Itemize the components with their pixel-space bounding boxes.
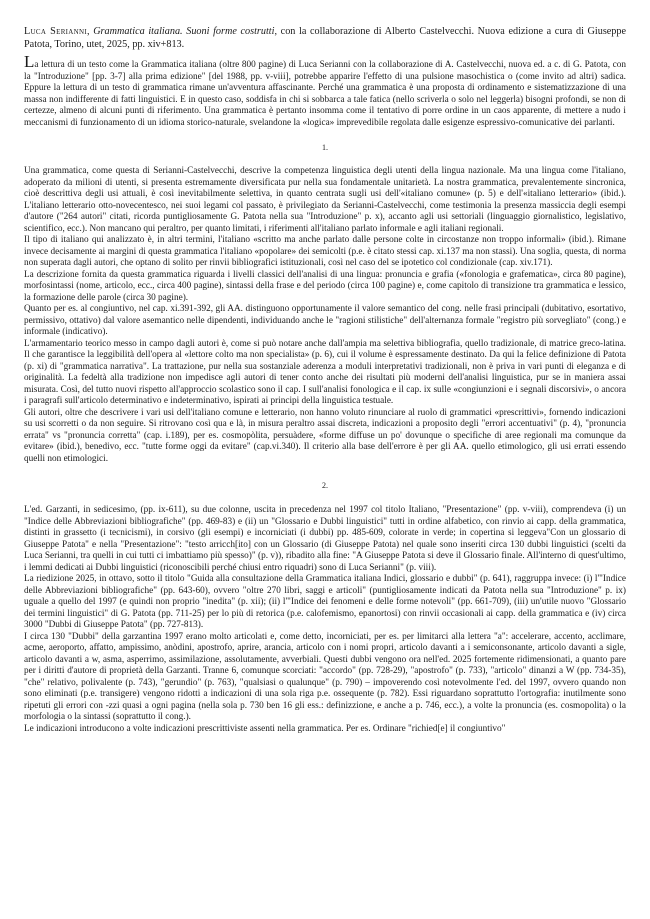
book-title: Grammatica italiana. Suoni forme costrutti [93, 26, 275, 37]
paragraph: Il tipo di italiano qui analizzato è, in altri termini, l'italiano «scritto ma anche parlato dalle persone colte in circostanze non troppo informali» (ibid.). Rimane invece decisamente ai margini di questa grammatica l'italiano «popolare» dei semicolti (p.e. è citato stessi cap. xi.137 ma non stassi). Una soglia, questa, di norma non superata dagli autori, che optano di solito per rinvii bibliografici istituzionali, così nel caso del se ipotetico col condizionale (cap. xiv.171). [24, 235, 626, 269]
bibliographic-header: Luca Serianni, Grammatica italiana. Suoni forme costrutti, con la collaborazione di Alberto Castelvecchi. Nuova edizione a cura di Giuseppe Patota, Torino, utet, 2025, pp. xiv+813. [24, 26, 627, 50]
intro-paragraph: La lettura di un testo come la Grammatica italiana (oltre 800 pagine) di Luca Serianni con la collaborazione di A. Castelvecchi, nuova ed. a c. di G. Patota, con la "Introduzione" [pp. 3-7] alla prima edizione" [del 1988, pp. v-viii], potrebbe apparire l'effetto di una pulsione masochistica o (come invito ad altri) sadica. Eppure la lettura di un testo di grammatica rimane un'avventura affascinante. Perché una grammatica è una proposta di ordinamento e sistematizzazione di una massa non indifferente di fatti linguistici. E in questo caso, soddisfa in chi si sobbarca a tale fatica (nello scriverla o solo nel leggerla) bisogni profondi, se non di certezze, almeno di alcuni punti di riferimento. Una grammatica è pertanto insomma come il tentativo di porre ordine in un caos apparente, di mettere a nudo i meccanismi di funzionamento di un idioma storico-naturale, svelandone la «logica» imprevedibile regolata dalle esigenze espressivo-comunicative dei parlanti. [24, 52, 626, 128]
section-number: 1. [322, 143, 328, 153]
book-details: , con la collaborazione di Alberto Castelvecchi. Nuova edizione a cura di Giuseppe Patota, Torino, utet, 2025, pp. xiv+813. [24, 26, 627, 50]
paragraph: Quanto per es. al congiuntivo, nel cap. xi.391-392, gli AA. distinguono opportunamente il valore semantico del cong. nelle frasi principali (dubitativo, esortativo, permissivo, ottativo) dal valore asemantico nelle dipendenti, individuando anche le "ragioni stilistiche" dell'alternanza formale "registro più sorvegliato" (cong.) e informale (indicativo). [24, 304, 626, 338]
section-number: 2. [322, 481, 328, 491]
paragraph: La riedizione 2025, in ottavo, sotto il titolo "Guida alla consultazione della Grammatica italiana Indici, glossario e dubbi" (p. 641), raggruppa invece: (i) l'"Indice delle Abbreviazioni bibliografiche" (pp. 643-60), ovvero "oltre 270 libri, saggi e articoli" (puntigliosamente indicati da Patota nella sua "Introduzione" p. ix) uguale a quello del 1997 (e quindi non proprio "inedita" (p. xii); (ii) l'"Indice dei fenomeni e delle forme notevoli" (pp. 661-709), (iii) un'utile nuovo "Glossario dei termini linguistici" di G. Patota (pp. 711-25) per lo più di retorica (p.e. calofemismo, epanortosi) con rinvii occasionali ai capp. della grammatica e (iv) circa 3000 "Dubbi di Giuseppe Patota" (pp. 727-813). [24, 574, 626, 631]
paragraph: L'armamentario teorico messo in campo dagli autori è, come si può notare anche dall'ampia ma selettiva bibliografia, quello tradizionale, di matrice greco-latina. Il che garantisce la leggibilità dell'opera al «lettore colto ma non specialista» (p. 6), cui il volume è espressamente destinato. Da qui la felice definizione di Patota (p. xi) di "grammatica narrativa". La trattazione, pur nella sua sostanziale aderenza a moduli interpretativi tradizionali, non è priva in vari punti di eleganza e di originalità. La fedeltà alla tradizione non impedisce agli autori di tener conto anche dei risultati più moderni dell'analisi linguistica, pur se in maniera assai misurata. Così, del tutto nuovi rispetto all'approccio scolastico sono il cap. I sull'analisi fonologica e il cap. ix sulle «congiunzioni e i segnali discorsivi», o ancora i paragrafi sull'articolo determinativo e indeterminativo, ispirati ai principi della linguistica testuale. [24, 338, 626, 407]
paragraph: La descrizione fornita da questa grammatica riguarda i livelli classici dell'analisi di una lingua: pronuncia e grafia («fonologia e grafematica», circa 80 pagine), morfosintassi (nome, articolo, ecc., circa 400 pagine), sintassi della frase e del periodo (circa 100 pagine) e, come capitolo di transizione tra grammatica e lessico, la formazione delle parole (circa 30 pagine). [24, 269, 626, 303]
paragraph: I circa 130 "Dubbi" della garzantina 1997 erano molto articolati e, come detto, incorniciati, per es. per limitarci alla lettera "a": accelerare, accento, acclimare, acme, aeroporto, affatto, ampissimo, anòdini, apostrofo, aprire, arancia, articolo con i nomi propri, articolo davanti a i semiconsonante, articolo davanti a sigle, articolo davanti a w, asma, asperrimo, assimilazione, assolutamente, avverbiali. Questi dubbi vengono ora nell'ed. 2025 fortemente ridimensionati, a quanto pare per i diritti d'autore di proprietà della Garzanti. Tranne 6, comunque scorciati: "accordo" (pp. 728-29), "apostrofo" (p. 733), "articolo" dinanzi a W (pp. 734-35), "che" relativo, polivalente (p. 743), "gerundio" (p. 763), "qualsiasi o qualunque" (p. 790) – impoverendo così notevolmente l'ed. del 1997, ovvero quando non sono eliminati (p.e. transigere) vengono ridotti a indicazioni di una sola riga p.e. ossequente (p. 782). Essi riguardano soprattutto l'ortografia: inutilmente sono ripetuti gli errori con -zzi quasi a ogni pagina (nella sola p. 730 ben 16 gli ess.: definizzione, e anche a p. 746, ecc.), a volte la pronuncia (es. cosmopolita) o la morfologia o la sintassi (soprattutto il cong.). [24, 631, 626, 723]
paragraph: Gli autori, oltre che descrivere i vari usi dell'italiano comune e letterario, non hanno voluto rinunciare al ruolo di grammatici «prescrittivi», fornendo indicazioni su usi scorretti o da non seguire. Si ritrovano così qua e là, in misura peraltro assai discreta, indicazioni a proposito degli "errori accentuativi" (p. 4), "pronuncia errata" vs "pronuncia corretta" (cap. i.189), per es. cosmopòlita, persuàdere, «forme diffuse un po' dovunque o specifiche di aree regionali ma comunque da evitare» (ibid.), benedivo, ecc. "tutte forme oggi da evitare" (cap.vi.340). Il criterio alla base dell'errore è per gli AA. quello etimologico, gli usi errati essendo quelli non etimologici. [24, 407, 626, 464]
paragraph: Le indicazioni introducono a volte indicazioni prescrittiviste assenti nella grammatica. Per es. Ordinare "richied[e] il congiuntivo" [24, 723, 506, 734]
paragraph: Una grammatica, come questa di Serianni-Castelvecchi, descrive la competenza linguistica degli utenti della lingua nazionale. Ma una lingua come l'italiano, adoperato da milioni di utenti, si presenta estremamente diversificata pur nella sua fondamentale unitarietà. La nostra grammatica, prevalentemente sincronica, cioè descrittiva degli usi attuali, è così inevitabilmente selettiva, in quanto centrata sugli usi dell'«italiano comune» (p. 5) e dell'«italiano letterario» (ibid.). L'italiano letterario otto-novecentesco, nei suoi legami col passato, è privilegiato da Serianni-Castelvecchi, come testimonia la presenza massiccia degli esempi d'autore ("264 autori" citati, ricorda puntigliosamente G. Patota nella sua "Introduzione" p. x), accanto agli usi settoriali (linguaggio giornalistico, legislativo, scientifico, ecc.). Non mancano qui peraltro, per quanto limitati, i riferimenti all'italiano parlato informale e agli italiani regionali. [24, 166, 626, 234]
paragraph: L'ed. Garzanti, in sedicesimo, (pp. ix-611), su due colonne, uscita in precedenza nel 1997 col titolo Italiano, "Presentazione" (pp. v-viii), comprendeva (i) un "Indice delle Abbreviazioni bibliografiche" (pp. 469-83) e (ii) un "Glossario e Dubbi linguistici" tutti in ordine alfabetico, con rinvio ai capp. della grammatica, distinti in grassetto (i tecnicismi), in corsivo (gli esempi) e incorniciati (i dubbi) pp. 485-609, colorate in verde; in copertina si leggeva"Con un glossario di Giuseppe Patota" e nella "Presentazione": "testo arricch[ito] con un Glossario (di Giuseppe Patota) nel quale sono inseriti circa 130 dubbi linguistici (scelti da Luca Serianni, tra quelli in cui tutti ci imbattiamo più spesso)" (p. v)), ribadito alla fine: "A Giuseppe Patota si deve il Glossario finale. All'interno di quest'ultimo, i lemmi dedicati ai Dubbi linguistici (riconoscibili perché chiusi entro riquadri) sono di Luca Serianni" (p. viii). [24, 505, 626, 573]
review-author: Luca Serianni [24, 26, 87, 37]
